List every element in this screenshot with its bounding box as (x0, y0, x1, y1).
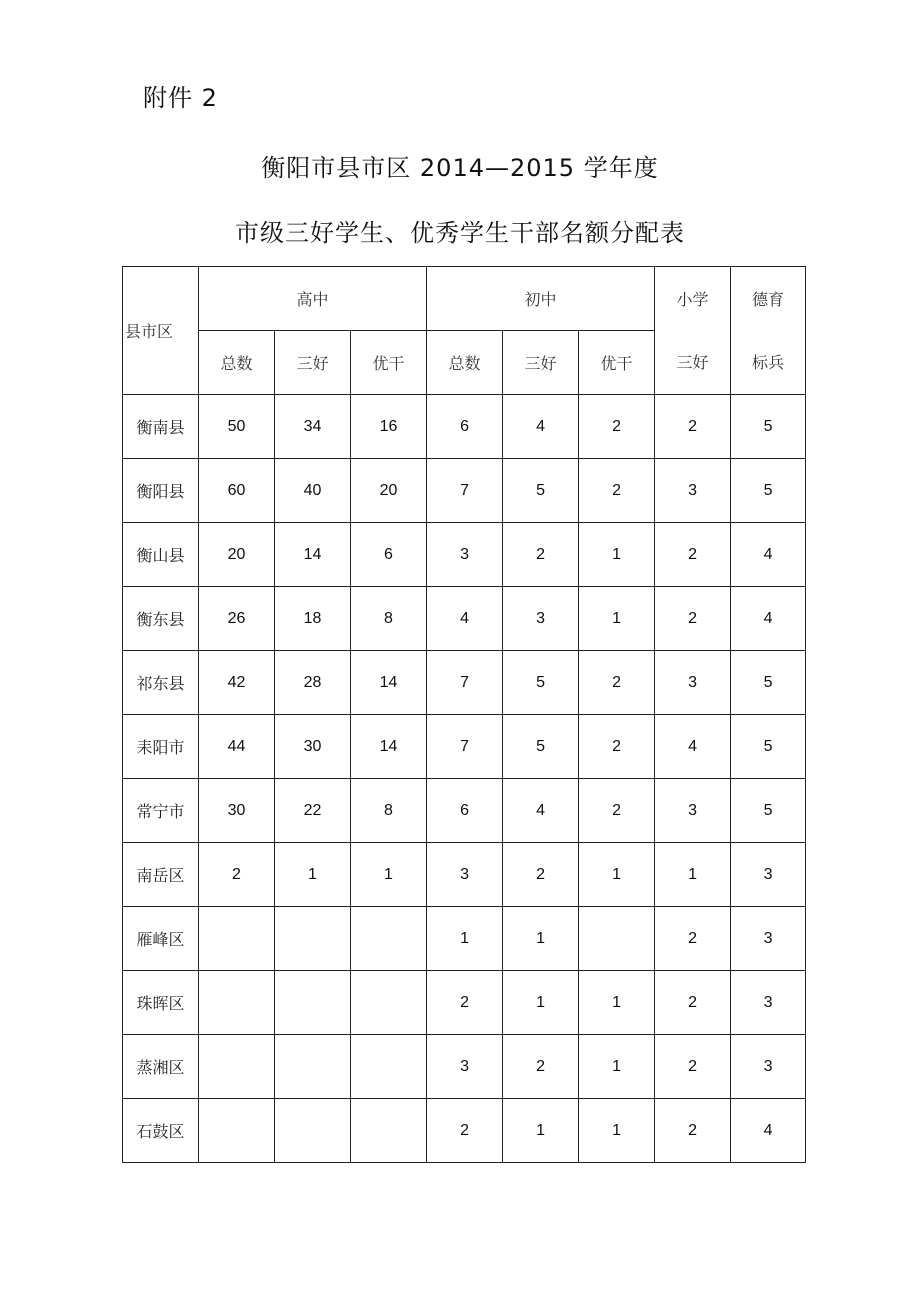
cell-moral-model: 5 (731, 779, 806, 843)
cell-county: 蒸湘区 (123, 1035, 199, 1099)
cell-high-yougan (351, 971, 427, 1035)
cell-county: 衡南县 (123, 395, 199, 459)
cell-middle-total: 7 (427, 651, 503, 715)
cell-primary-sanhao: 2 (655, 971, 731, 1035)
table-row (123, 1099, 806, 1163)
cell-high-total: 50 (199, 395, 275, 459)
cell-middle-yougan: 1 (579, 1035, 655, 1099)
table-row (123, 1035, 806, 1099)
header-high-total: 总数 (199, 331, 275, 395)
cell-high-yougan: 1 (351, 843, 427, 907)
cell-high-sanhao: 18 (275, 587, 351, 651)
cell-high-total (199, 1099, 275, 1163)
cell-county: 祁东县 (123, 651, 199, 715)
cell-primary-sanhao: 2 (655, 395, 731, 459)
cell-middle-yougan: 1 (579, 971, 655, 1035)
cell-high-total: 42 (199, 651, 275, 715)
cell-moral-model: 3 (731, 1035, 806, 1099)
cell-primary-sanhao: 1 (655, 843, 731, 907)
table-row (123, 395, 806, 459)
table-row (123, 587, 806, 651)
cell-county: 雁峰区 (123, 907, 199, 971)
header-middle-school: 初中 (427, 267, 655, 331)
header-moral (731, 267, 806, 395)
cell-middle-yougan (579, 907, 655, 971)
cell-middle-sanhao: 2 (503, 523, 579, 587)
cell-middle-sanhao: 4 (503, 395, 579, 459)
cell-high-sanhao (275, 1099, 351, 1163)
cell-high-yougan: 20 (351, 459, 427, 523)
cell-county: 珠晖区 (123, 971, 199, 1035)
cell-high-sanhao (275, 1035, 351, 1099)
cell-middle-yougan: 2 (579, 395, 655, 459)
header-high-school: 高中 (199, 267, 427, 331)
cell-primary-sanhao: 2 (655, 907, 731, 971)
cell-moral-model: 3 (731, 907, 806, 971)
header-high-sanhao: 三好 (275, 331, 351, 395)
cell-county: 衡山县 (123, 523, 199, 587)
cell-middle-total: 6 (427, 395, 503, 459)
cell-high-total: 20 (199, 523, 275, 587)
cell-high-total: 30 (199, 779, 275, 843)
table-row (123, 779, 806, 843)
cell-high-sanhao (275, 971, 351, 1035)
table-row (123, 971, 806, 1035)
header-primary-top: 小学 (676, 289, 709, 309)
document-title-line-1: 衡阳市县市区 2014—2015 学年度 (261, 154, 659, 182)
cell-primary-sanhao: 3 (655, 459, 731, 523)
cell-high-yougan (351, 1035, 427, 1099)
header-middle-sanhao: 三好 (503, 331, 579, 395)
header-middle-yougan: 优干 (579, 331, 655, 395)
cell-high-sanhao: 14 (275, 523, 351, 587)
cell-middle-sanhao: 5 (503, 651, 579, 715)
document-title-line-2: 市级三好学生、优秀学生干部名额分配表 (235, 219, 685, 247)
cell-middle-total: 2 (427, 971, 503, 1035)
cell-middle-sanhao: 5 (503, 459, 579, 523)
cell-middle-total: 6 (427, 779, 503, 843)
cell-high-yougan: 14 (351, 651, 427, 715)
cell-middle-yougan: 1 (579, 843, 655, 907)
cell-high-yougan: 8 (351, 779, 427, 843)
header-high-yougan: 优干 (351, 331, 427, 395)
cell-county: 石鼓区 (123, 1099, 199, 1163)
cell-middle-sanhao: 4 (503, 779, 579, 843)
cell-middle-yougan: 1 (579, 1099, 655, 1163)
cell-middle-total: 3 (427, 1035, 503, 1099)
cell-middle-sanhao: 5 (503, 715, 579, 779)
cell-high-sanhao: 34 (275, 395, 351, 459)
cell-middle-total: 2 (427, 1099, 503, 1163)
attachment-label: 附件 2 (143, 84, 218, 112)
cell-high-sanhao (275, 907, 351, 971)
cell-high-yougan (351, 1099, 427, 1163)
cell-moral-model: 3 (731, 971, 806, 1035)
cell-primary-sanhao: 2 (655, 523, 731, 587)
cell-high-total (199, 971, 275, 1035)
cell-primary-sanhao: 2 (655, 587, 731, 651)
table-row (123, 459, 806, 523)
table-row (123, 651, 806, 715)
cell-middle-yougan: 2 (579, 651, 655, 715)
cell-middle-yougan: 2 (579, 459, 655, 523)
cell-high-yougan: 16 (351, 395, 427, 459)
cell-moral-model: 4 (731, 1099, 806, 1163)
cell-high-yougan (351, 907, 427, 971)
cell-moral-model: 3 (731, 843, 806, 907)
header-middle-total: 总数 (427, 331, 503, 395)
cell-middle-yougan: 2 (579, 779, 655, 843)
cell-county: 耒阳市 (123, 715, 199, 779)
table-row (123, 907, 806, 971)
cell-high-total (199, 1035, 275, 1099)
header-moral-top: 德育 (752, 289, 785, 309)
quota-allocation-table (122, 266, 806, 1163)
cell-primary-sanhao: 2 (655, 1035, 731, 1099)
cell-middle-sanhao: 2 (503, 843, 579, 907)
cell-primary-sanhao: 3 (655, 779, 731, 843)
cell-high-sanhao: 30 (275, 715, 351, 779)
cell-high-yougan: 8 (351, 587, 427, 651)
cell-high-yougan: 6 (351, 523, 427, 587)
cell-middle-total: 3 (427, 523, 503, 587)
cell-high-sanhao: 28 (275, 651, 351, 715)
cell-middle-yougan: 1 (579, 587, 655, 651)
table-row (123, 523, 806, 587)
cell-middle-sanhao: 1 (503, 1099, 579, 1163)
cell-high-total: 44 (199, 715, 275, 779)
cell-middle-sanhao: 1 (503, 907, 579, 971)
cell-middle-yougan: 1 (579, 523, 655, 587)
cell-county: 常宁市 (123, 779, 199, 843)
cell-middle-total: 3 (427, 843, 503, 907)
header-primary (655, 267, 731, 395)
cell-county: 南岳区 (123, 843, 199, 907)
cell-moral-model: 4 (731, 523, 806, 587)
cell-moral-model: 5 (731, 395, 806, 459)
cell-middle-sanhao: 3 (503, 587, 579, 651)
cell-middle-total: 7 (427, 459, 503, 523)
cell-middle-total: 4 (427, 587, 503, 651)
cell-middle-yougan: 2 (579, 715, 655, 779)
table-row (123, 715, 806, 779)
cell-high-total (199, 907, 275, 971)
header-primary-bottom: 三好 (676, 352, 709, 372)
cell-high-total: 26 (199, 587, 275, 651)
table-row (123, 843, 806, 907)
header-county: 县市区 (123, 267, 199, 395)
cell-middle-sanhao: 2 (503, 1035, 579, 1099)
cell-high-sanhao: 22 (275, 779, 351, 843)
cell-middle-total: 1 (427, 907, 503, 971)
cell-county: 衡阳县 (123, 459, 199, 523)
cell-high-sanhao: 1 (275, 843, 351, 907)
cell-high-yougan: 14 (351, 715, 427, 779)
cell-middle-sanhao: 1 (503, 971, 579, 1035)
cell-high-total: 60 (199, 459, 275, 523)
cell-moral-model: 5 (731, 459, 806, 523)
cell-high-sanhao: 40 (275, 459, 351, 523)
header-moral-bottom: 标兵 (752, 352, 785, 372)
cell-primary-sanhao: 3 (655, 651, 731, 715)
cell-county: 衡东县 (123, 587, 199, 651)
table-header-row-1 (123, 267, 806, 331)
cell-moral-model: 5 (731, 715, 806, 779)
cell-middle-total: 7 (427, 715, 503, 779)
cell-primary-sanhao: 4 (655, 715, 731, 779)
cell-moral-model: 4 (731, 587, 806, 651)
cell-primary-sanhao: 2 (655, 1099, 731, 1163)
cell-moral-model: 5 (731, 651, 806, 715)
cell-high-total: 2 (199, 843, 275, 907)
